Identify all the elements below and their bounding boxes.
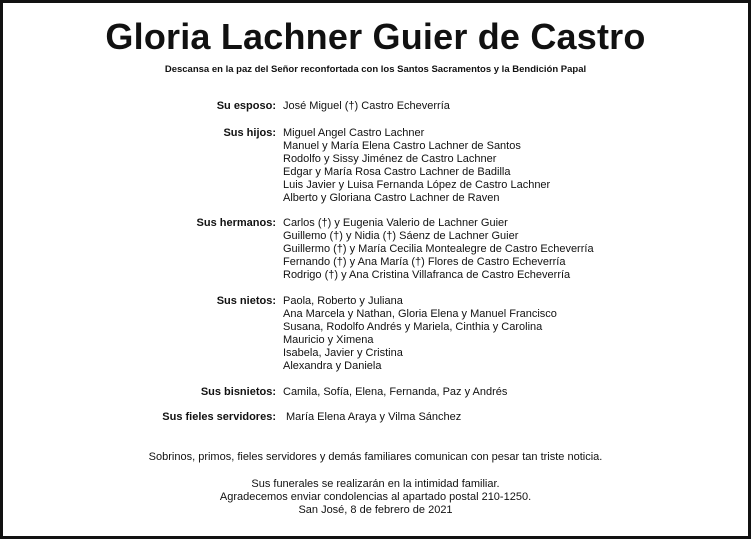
list-item: Camila, Sofía, Elena, Fernanda, Paz y Andrés xyxy=(283,386,508,398)
list-item: Paola, Roberto y Juliana xyxy=(283,295,403,307)
notice-subtitle: Descansa en la paz del Señor reconfortada con los Santos Sacramentos y la Bendición Papal xyxy=(164,64,587,75)
children-label: Sus hijos: xyxy=(223,127,276,139)
list-item: Edgar y María Rosa Castro Lachner de Badilla xyxy=(283,166,511,178)
great-grandchildren-label: Sus bisnietos: xyxy=(200,386,276,398)
grandchildren-names xyxy=(283,295,557,373)
list-item: Guillemo (†) y Nidia (†) Sáenz de Lachner Guier xyxy=(283,230,519,242)
family-line: Sobrinos, primos, fieles servidores y demás familiares comunican con pesar tan triste noticia. xyxy=(148,451,603,463)
list-item: Miguel Angel Castro Lachner xyxy=(283,127,425,139)
list-item: Susana, Rodolfo Andrés y Mariela, Cinthia y Carolina xyxy=(283,321,543,333)
spouse-names xyxy=(283,100,450,113)
list-item: Carlos (†) y Eugenia Valerio de Lachner Guier xyxy=(283,217,508,229)
siblings-label: Sus hermanos: xyxy=(196,217,276,229)
list-item: Rodrigo (†) y Ana Cristina Villafranca de Castro Echeverría xyxy=(283,269,571,281)
list-item: Isabela, Javier y Cristina xyxy=(283,347,403,359)
list-item: Manuel y María Elena Castro Lachner de Santos xyxy=(283,140,521,152)
list-item: José Miguel (†) Castro Echeverría xyxy=(283,100,450,112)
list-item: Ana Marcela y Nathan, Gloria Elena y Manuel Francisco xyxy=(283,308,557,320)
children-names xyxy=(283,127,550,205)
list-item: Alberto y Gloriana Castro Lachner de Raven xyxy=(283,192,500,204)
grandchildren-label: Sus nietos: xyxy=(216,295,276,307)
servants-label: Sus fieles servidores: xyxy=(162,411,276,423)
list-item: Alexandra y Daniela xyxy=(283,360,382,372)
list-item: Guillermo (†) y María Cecilia Montealegre de Castro Echeverría xyxy=(283,243,594,255)
servants-names xyxy=(286,411,461,424)
place-date: San José, 8 de febrero de 2021 xyxy=(298,504,453,516)
list-item: Mauricio y Ximena xyxy=(283,334,374,346)
list-item: María Elena Araya y Vilma Sánchez xyxy=(286,411,462,423)
funeral-note: Sus funerales se realizarán en la intimidad familiar. xyxy=(251,478,500,490)
list-item: Luis Javier y Luisa Fernanda López de Castro Lachner xyxy=(283,179,551,191)
spouse-label: Su esposo: xyxy=(216,100,276,112)
siblings-names xyxy=(283,217,594,282)
list-item: Fernando (†) y Ana María (†) Flores de Castro Echeverría xyxy=(283,256,566,268)
condolences-note: Agradecemos enviar condolencias al apartado postal 210-1250. xyxy=(219,491,532,503)
great-grandchildren-names xyxy=(283,386,507,399)
list-item: Rodolfo y Sissy Jiménez de Castro Lachner xyxy=(283,153,497,165)
deceased-name: Gloria Lachner Guier de Castro xyxy=(105,16,646,57)
